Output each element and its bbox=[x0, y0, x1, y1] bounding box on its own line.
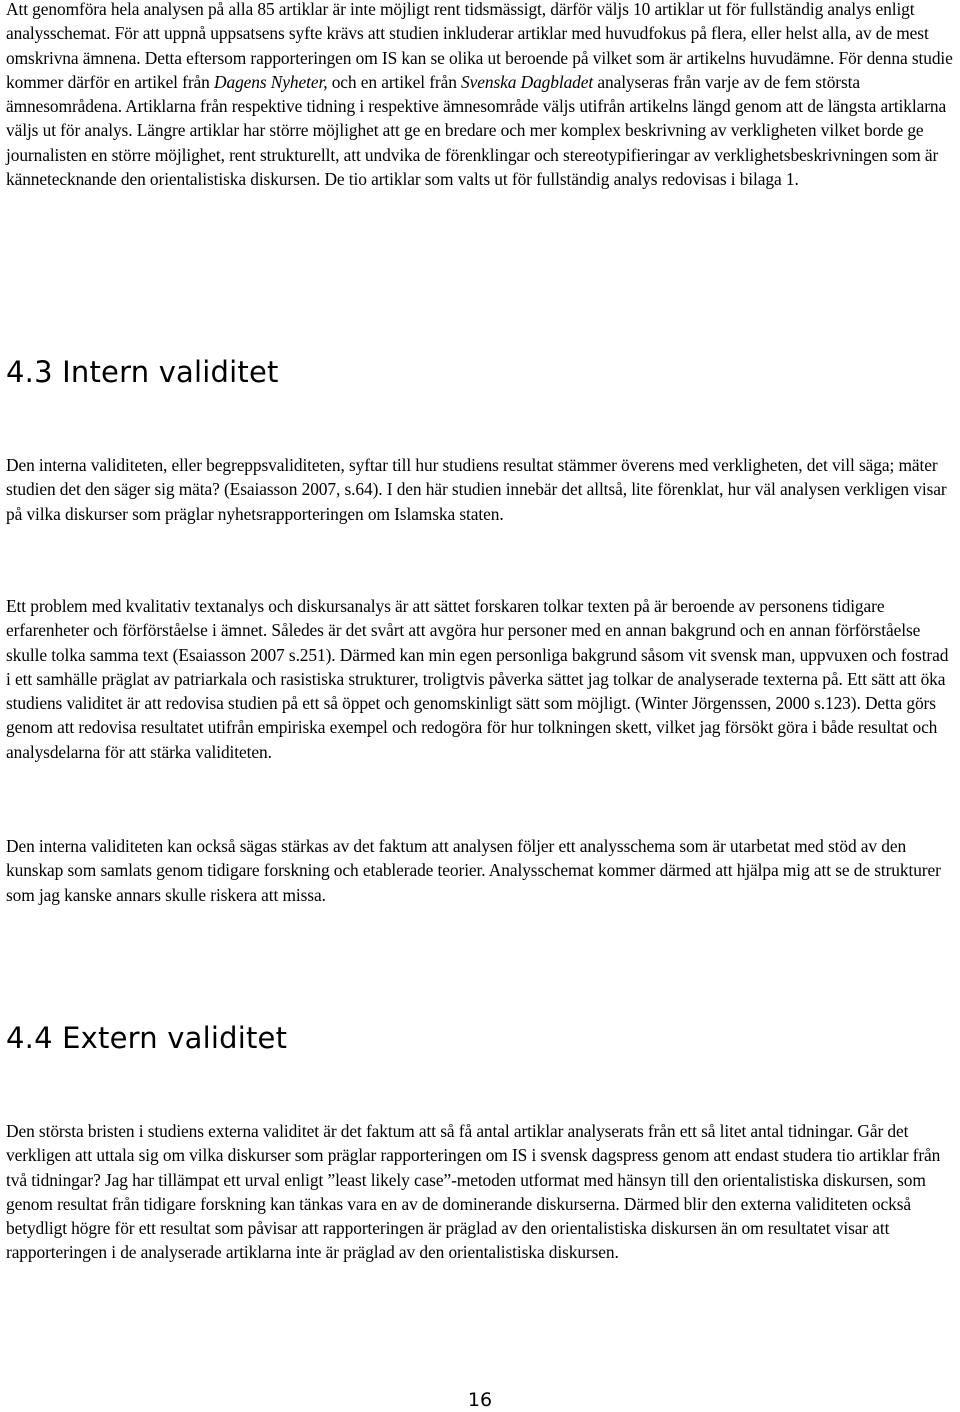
intern-validitet-paragraph-3: Den interna validiteten kan också sägas stärkas av det faktum att analysen följer ett analysschema som är utarbetat med stöd av den kunskap som samlats genom tidigare forskning och etablerade teorier. Analysschemat kommer därmed att hjälpa mig att se de strukturer som jag kanske annars skulle riskera att missa. bbox=[6, 836, 941, 905]
intro-text-b: och en artikel från bbox=[327, 71, 462, 92]
intro-paragraph bbox=[6, 0, 956, 191]
newspaper-name-svd: Svenska Dagbladet bbox=[461, 71, 594, 92]
intern-validitet-paragraph-2: Ett problem med kvalitativ textanalys och diskursanalys är att sättet forskaren tolkar texten på är beroende av personens tidigare erfarenheter och förförståelse i ämnet. Således är det svårt att avgöra hur personer med en annan bakgrund och en annan förförståelse skulle tolka samma text (Esaiasson 2007 s.251). Därmed kan min egen personliga bakgrund såsom vit svensk man, uppvuxen och fostrad i ett samhälle präglat av patriarkala och rasistiska strukturer, troligtvis påverka sättet jag tolkar de analyserade texterna på. Ett sätt att öka studiens validitet är att redovisa studien på ett så öppet och genomskinligt sätt som möjligt. (Winter Jörgenssen, 2000 s.123). Detta görs genom att redovisa resultatet utifrån empiriska exempel och redogöra för hur tolkningen skett, vilket jag försökt göra i både resultat och analysdelarna för att stärka validiteten. bbox=[6, 596, 949, 762]
newspaper-name-dn: Dagens Nyheter, bbox=[214, 71, 328, 92]
section-heading-intern-validitet: 4.3 Intern validitet bbox=[6, 355, 279, 389]
page-number: 16 bbox=[467, 1389, 493, 1411]
section-heading-extern-validitet: 4.4 Extern validitet bbox=[6, 1021, 288, 1055]
intro-text-c: analyseras från varje av de fem största ämnesområdena. Artiklarna från respektive tidning i respektive ämnesområde väljs utifrån artikelns längd genom att de längsta artiklarna väljs ut för analys. Längre artiklar har större möjlighet att ge en bredare och mer komplex beskrivning av verkligheten vilket borde ge journalisten en större möjlighet, rent strukturellt, att undvika de förenklingar och stereotypifieringar av verklighetsbeskrivningen som är kännetecknande den orientalistiska diskursen. De tio artiklar som valts ut för fullständig analys redovisas i bilaga 1. bbox=[6, 71, 947, 190]
intern-validitet-paragraph-1: Den interna validiteten, eller begreppsvaliditeten, syftar till hur studiens resultat stämmer överens med verkligheten, det vill säga; mäter studien det den säger sig mäta? (Esaiasson 2007, s.64). I den här studien innebär det alltså, lite förenklat, hur väl analysen verkligen visar på vilka diskurser som präglar nyhetsrapporteringen om Islamska staten. bbox=[6, 455, 947, 524]
extern-validitet-paragraph-1: Den största bristen i studiens externa validitet är det faktum att så få antal artiklar analyserats från ett så litet antal tidningar. Går det verkligen att uttala sig om vilka diskurser som präglar rapporteringen om IS i svensk dagspress genom att endast studera tio artiklar från två tidningar? Jag har tillämpat ett urval enligt ”least likely case”-metoden utformat med hänsyn till den orientalistiska diskursen, som genom resultat från tidigare forskning kan tänkas vara en av de dominerande diskurserna. Därmed blir den externa validiteten också betydligt högre för ett resultat som påvisar att rapporteringen är präglad av den orientalistiska diskursen än om resultatet visar att rapporteringen i de analyserade artiklarna inte är präglad av den orientalistiska diskursen. bbox=[6, 1121, 941, 1263]
intro-text-a: Att genomföra hela analysen på alla 85 artiklar är inte möjligt rent tidsmässigt, därför väljs 10 artiklar ut för fullständig analys enligt analysschemat. För att uppnå uppsatsens syfte krävs att studien inkluderar artiklar med huvudfokus på flera, eller helst alla, av de mest omskrivna ämnena. Detta eftersom rapporteringen om IS kan se olika ut beroende på vilket som är artikelns huvudämne. För denna studie kommer därför en artikel från bbox=[6, 0, 953, 92]
